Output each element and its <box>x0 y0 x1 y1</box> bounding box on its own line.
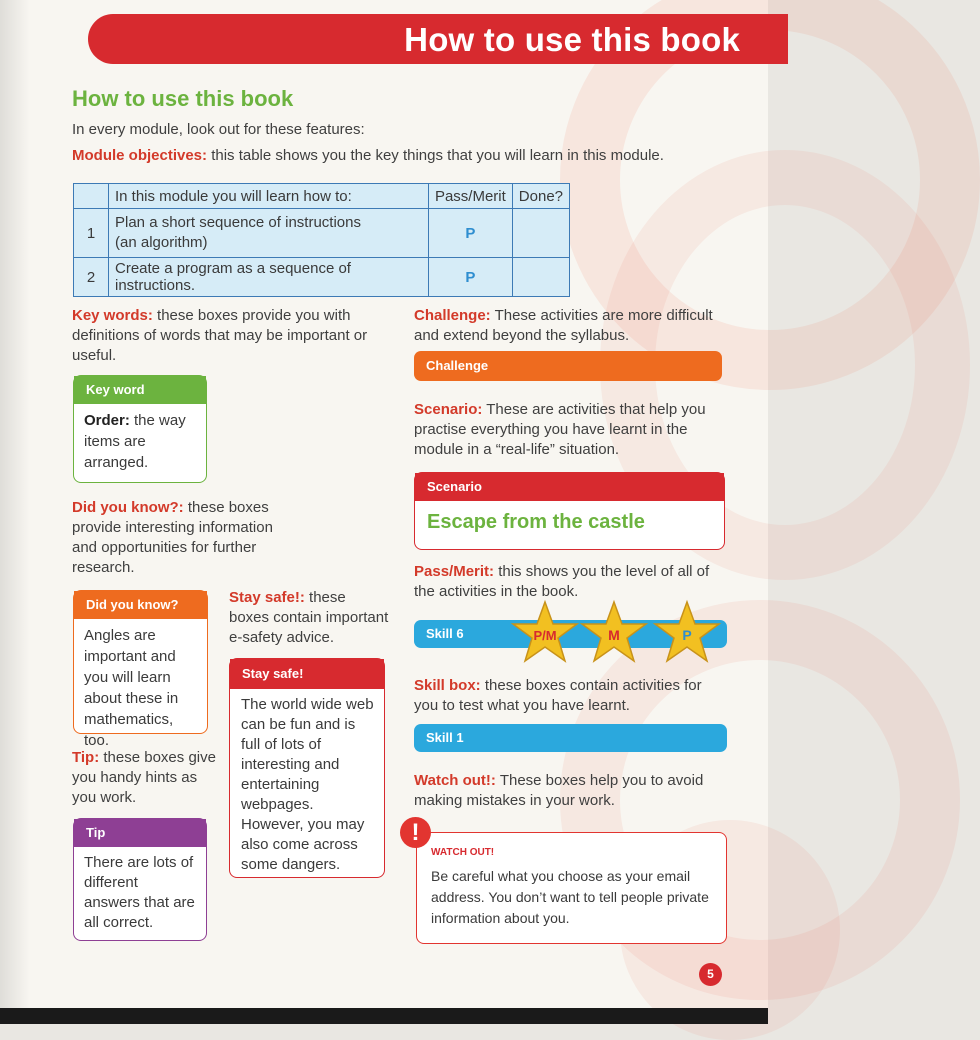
challenge-text: These activities are more difficult and extend beyond the syllabus. <box>414 307 713 344</box>
row-done <box>512 209 569 258</box>
passmerit-description <box>414 562 714 602</box>
staysafe-text: these boxes contain important e-safety advice. <box>229 589 389 646</box>
watchout-label: Watch out!: <box>414 772 496 789</box>
table-header-cell <box>74 184 109 209</box>
staysafe-box-caption: Stay safe! <box>230 659 384 689</box>
bottom-edge <box>0 1008 768 1024</box>
scenario-box-caption: Scenario <box>415 473 724 501</box>
objectives-text: this table shows you the key things that you will learn in this module. <box>207 147 664 164</box>
skillbox-text: these boxes contain activities for you to test what you have learnt. <box>414 677 702 714</box>
pass-merit-star-icon <box>510 600 580 664</box>
passmerit-text: this shows you the level of all of the activities in the book. <box>414 563 710 600</box>
row-objective-line: (an algorithm) <box>115 234 208 251</box>
staysafe-label: Stay safe!: <box>229 589 305 606</box>
intro-text: In every module, look out for these features: <box>72 121 365 138</box>
merit-star-icon <box>579 600 649 664</box>
scenario-box <box>414 472 725 550</box>
star-label: M <box>608 627 620 643</box>
watchout-box-body: Be careful what you choose as your email address. You don’t want to tell people private information about you. <box>431 868 709 926</box>
row-number: 2 <box>74 258 109 297</box>
row-level: P <box>428 258 512 297</box>
keyword-definition: the way items are arranged. <box>84 412 186 471</box>
keywords-text: these boxes provide you with definitions of words that may be important or useful. <box>72 307 368 364</box>
scenario-box-title: Escape from the castle <box>427 511 645 533</box>
row-number: 1 <box>74 209 109 258</box>
skill6-bar: Skill 6 <box>414 620 727 648</box>
row-level: P <box>428 209 512 258</box>
keyword-box-body <box>74 404 206 479</box>
table-header-cell: Done? <box>512 184 569 209</box>
row-objective-line: Plan a short sequence of instructions <box>115 214 361 231</box>
keywords-description <box>72 306 382 366</box>
row-objective: Create a program as a sequence of instructions. <box>109 258 429 297</box>
staysafe-box-body: The world wide web can be fun and is full of lots of interesting and entertaining webpages. However, you may also come across some dangers. <box>241 696 374 873</box>
tip-box-body: There are lots of different answers that are all correct. <box>84 854 195 931</box>
challenge-bar: Challenge <box>414 351 722 381</box>
skillbox-label: Skill box: <box>414 677 481 694</box>
watchout-text: These boxes help you to avoid making mistakes in your work. <box>414 772 704 809</box>
table-row <box>74 258 570 297</box>
keyword-term: Order: <box>84 412 130 429</box>
tip-box <box>73 818 207 941</box>
didyouknow-text: these boxes provide interesting information and opportunities for further research. <box>72 499 273 576</box>
pass-star-icon <box>652 600 722 664</box>
tip-box-caption: Tip <box>74 819 206 847</box>
tip-label: Tip: <box>72 749 100 766</box>
didyouknow-box-caption: Did you know? <box>74 591 207 619</box>
scenario-label: Scenario: <box>414 401 483 418</box>
challenge-description <box>414 306 724 346</box>
tip-text: these boxes give you handy hints as you work. <box>72 749 216 806</box>
table-header-cell: Pass/Merit <box>428 184 512 209</box>
page-spine-shadow <box>0 0 30 1010</box>
objectives-table <box>73 183 570 297</box>
keyword-box <box>73 375 207 483</box>
star-label: P/M <box>533 628 557 643</box>
keywords-label: Key words: <box>72 307 153 324</box>
didyouknow-box-body: Angles are important and you will learn about these in mathematics, too. <box>84 627 179 749</box>
page-number: 5 <box>699 963 722 986</box>
passmerit-label: Pass/Merit: <box>414 563 495 580</box>
table-header-row <box>74 184 570 209</box>
table-header-cell: In this module you will learn how to: <box>109 184 429 209</box>
skill1-bar: Skill 1 <box>414 724 727 752</box>
header-banner <box>88 14 788 64</box>
watchout-box-caption: WATCH OUT! <box>431 847 495 858</box>
row-done <box>512 258 569 297</box>
page-title: How to use this book <box>404 21 740 58</box>
didyouknow-description <box>72 498 277 578</box>
table-row <box>74 209 570 258</box>
didyouknow-box <box>73 590 208 749</box>
section-heading: How to use this book <box>72 86 294 111</box>
staysafe-description <box>229 588 389 648</box>
staysafe-box <box>229 658 385 878</box>
keyword-box-caption: Key word <box>74 376 206 404</box>
scenario-text: These are activities that help you practise everything you have learnt in the module in a “real-life” situation. <box>414 401 706 458</box>
exclamation-icon: ! <box>400 817 431 848</box>
row-objective <box>109 209 429 258</box>
tip-description <box>72 748 222 808</box>
didyouknow-label: Did you know?: <box>72 499 184 516</box>
scenario-description <box>414 400 714 460</box>
challenge-label: Challenge: <box>414 307 491 324</box>
objectives-description <box>72 146 692 166</box>
star-label: P <box>682 627 692 643</box>
watchout-description <box>414 771 714 811</box>
watchout-box <box>416 832 727 944</box>
skillbox-description <box>414 676 724 716</box>
objectives-label: Module objectives: <box>72 147 208 164</box>
